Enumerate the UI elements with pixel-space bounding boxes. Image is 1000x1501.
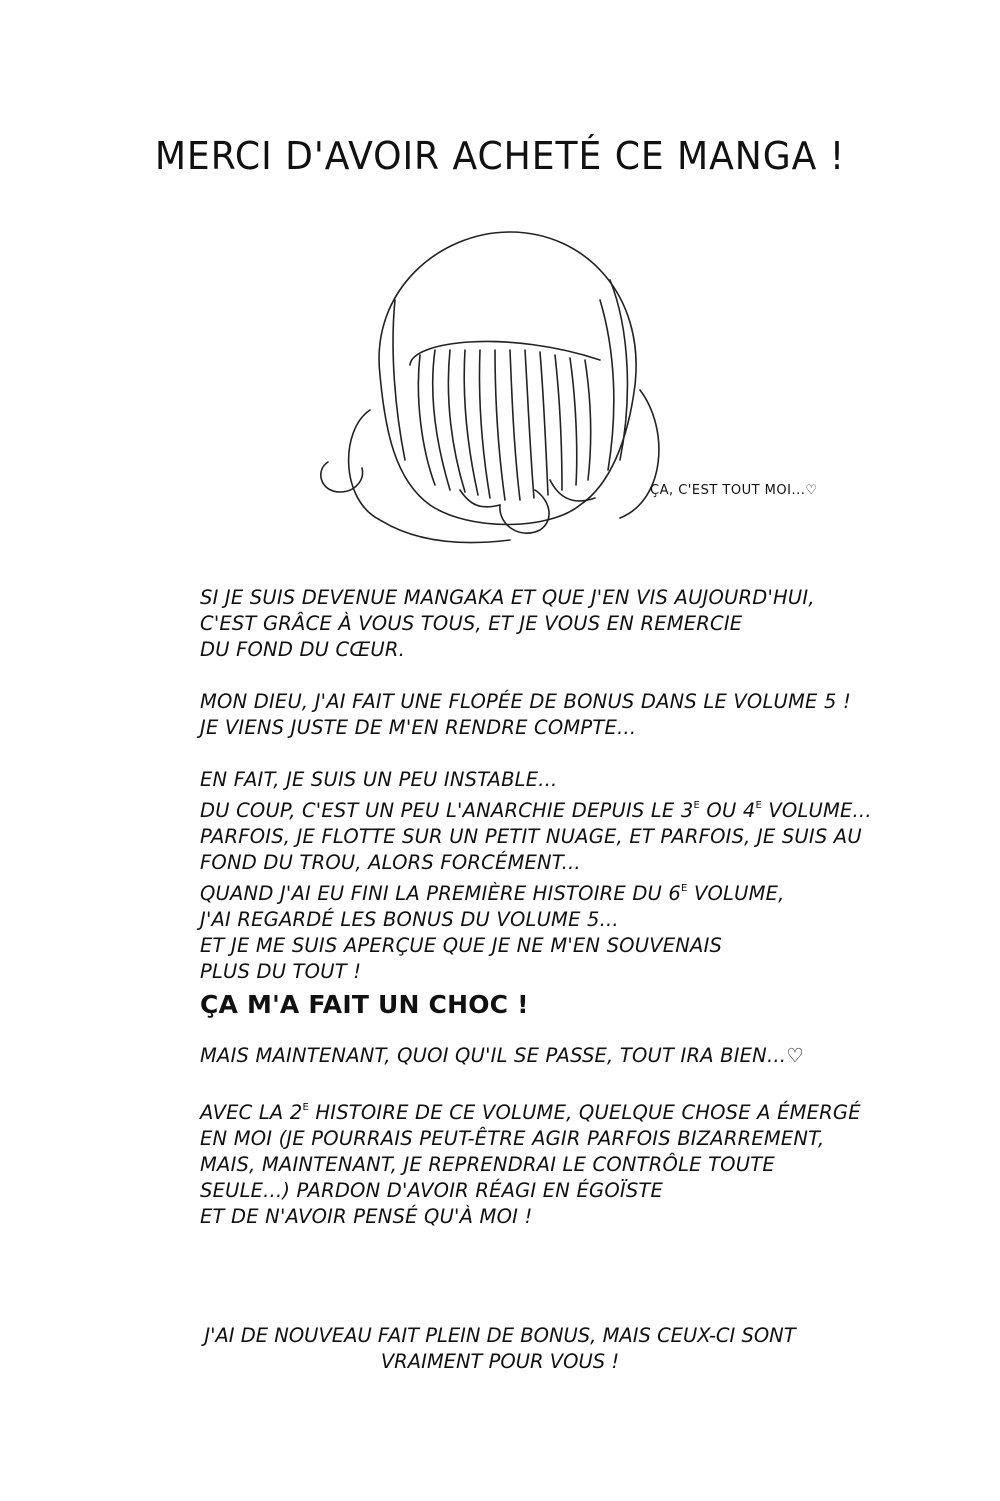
page-title: MERCI D'AVOIR ACHETÉ CE MANGA ! — [154, 134, 846, 178]
paragraph-second-story — [200, 1095, 920, 1230]
text-line: VRAIMENT POUR VOUS ! — [380, 1350, 620, 1373]
text-line: MAIS MAINTENANT, QUOI QU'IL SE PASSE, TOUT IRA BIEN...♡ — [200, 1044, 804, 1067]
text-line: FOND DU TROU, ALORS FORCÉMENT... — [200, 851, 581, 874]
text-segment: DU COUP, C'EST UN PEU L'ANARCHIE DEPUIS LE 3 — [200, 799, 694, 822]
bowing-character-illustration — [310, 200, 710, 570]
superscript: E — [681, 883, 688, 894]
afterword-body — [200, 585, 920, 1256]
text-line: J'AI DE NOUVEAU FAIT PLEIN DE BONUS, MAIS CEUX-CI SONT — [204, 1324, 796, 1347]
text-line: SEULE...) PARDON D'AVOIR RÉAGI EN ÉGOÏSTE — [200, 1179, 664, 1202]
paragraph-tout-ira-bien — [200, 1043, 920, 1069]
text-line: PLUS DU TOUT ! — [200, 960, 362, 983]
text-line — [200, 876, 920, 907]
text-segment: VOLUME, — [687, 882, 785, 905]
paragraph-thanks — [200, 585, 920, 663]
text-line: PARFOIS, JE FLOTTE SUR UN PETIT NUAGE, ET PARFOIS, JE SUIS AU — [200, 825, 862, 848]
text-line: MON DIEU, J'AI FAIT UNE FLOPÉE DE BONUS DANS LE VOLUME 5 ! — [200, 690, 851, 713]
text-line — [200, 793, 920, 824]
text-segment: VOLUME... — [761, 799, 872, 822]
text-line: MAIS, MAINTENANT, JE REPRENDRAI LE CONTRÔLE TOUTE — [200, 1153, 775, 1176]
text-line: ET DE N'AVOIR PENSÉ QU'À MOI ! — [200, 1205, 533, 1228]
text-segment: AVEC LA 2 — [200, 1101, 303, 1124]
text-line: ET JE ME SUIS APERÇUE QUE JE NE M'EN SOUVENAIS — [200, 934, 723, 957]
text-line: C'EST GRÂCE À VOUS TOUS, ET JE VOUS EN REMERCIE — [200, 612, 743, 635]
superscript: E — [755, 800, 762, 811]
text-line: J'AI REGARDÉ LES BONUS DU VOLUME 5... — [200, 908, 619, 931]
text-line: DU FOND DU CŒUR. — [200, 638, 406, 661]
paragraph-bonus — [200, 689, 920, 741]
closing-message — [0, 1323, 1000, 1375]
text-segment: QUAND J'AI EU FINI LA PREMIÈRE HISTOIRE DU 6 — [200, 882, 682, 905]
superscript: E — [302, 1102, 309, 1113]
text-line: EN MOI (JE POURRAIS PEUT-ÊTRE AGIR PARFOIS BIZARREMENT, — [200, 1127, 825, 1150]
text-segment: OU 4 — [700, 799, 756, 822]
text-line: SI JE SUIS DEVENUE MANGAKA ET QUE J'EN VIS AUJOURD'HUI, — [200, 586, 815, 609]
text-line: EN FAIT, JE SUIS UN PEU INSTABLE... — [200, 768, 558, 791]
text-line: JE VIENS JUSTE DE M'EN RENDRE COMPTE... — [200, 716, 637, 739]
text-line — [200, 1095, 920, 1126]
text-segment: HISTOIRE DE CE VOLUME, QUELQUE CHOSE A ÉMERGÉ — [308, 1101, 861, 1124]
superscript: E — [693, 800, 700, 811]
paragraph-instable — [200, 767, 920, 985]
choc-heading: ÇA M'A FAIT UN CHOC ! — [200, 990, 529, 1019]
illustration-caption: ÇA, C'EST TOUT MOI...♡ — [650, 483, 818, 498]
